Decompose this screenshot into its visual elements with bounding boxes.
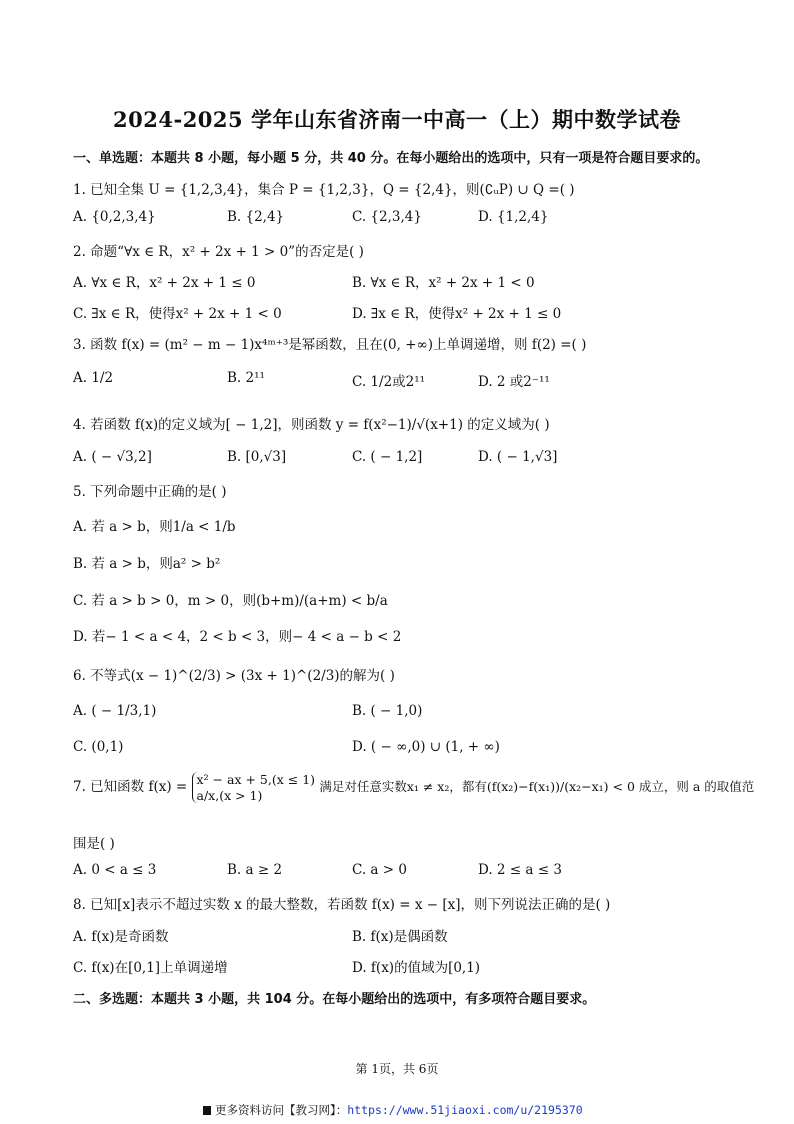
question-7-stem-cont: 围是( ) <box>73 836 115 852</box>
question-6-option-b: B. ( − 1,0) <box>352 703 423 719</box>
question-6-option-d: D. ( − ∞,0) ∪ (1, + ∞) <box>352 739 500 755</box>
question-3-option-b: B. 2¹¹ <box>227 370 265 386</box>
question-2-stem: 2. 命题“∀x ∈ R，x² + 2x + 1 > 0”的否定是( ) <box>73 244 364 260</box>
question-4-stem: 4. 若函数 f(x)的定义域为[ − 1,2]，则函数 y = f(x²−1)/√(x+1) 的定义域为( ) <box>73 417 550 433</box>
question-8-option-c: C. f(x)在[0,1]上单调递增 <box>73 960 228 976</box>
source-banner <box>203 1102 583 1118</box>
flag-icon <box>203 1106 211 1115</box>
question-1-option-c: C. {2,3,4} <box>352 209 422 225</box>
question-5-option-a: A. 若 a > b，则1/a < 1/b <box>73 519 236 535</box>
question-5-stem: 5. 下列命题中正确的是( ) <box>73 484 227 500</box>
question-8-option-a: A. f(x)是奇函数 <box>73 929 169 945</box>
question-6-option-a: A. ( − 1/3,1) <box>73 703 157 719</box>
page-footer: 第 1页，共 6页 <box>355 1062 439 1076</box>
question-8-option-b: B. f(x)是偶函数 <box>352 929 448 945</box>
question-6-stem: 6. 不等式(x − 1)^(2/3) > (3x + 1)^(2/3)的解为( ) <box>73 668 395 684</box>
question-6-option-c: C. (0,1) <box>73 739 124 755</box>
question-7-stem-post: 满足对任意实数x₁ ≠ x₂，都有(f(x₂)−f(x₁))/(x₂−x₁) < 0 成立，则 a 的取值范 <box>319 779 755 795</box>
question-7-option-a: A. 0 < a ≤ 3 <box>73 862 157 878</box>
section-heading-single-choice: 一、单选题：本题共 8 小题，每小题 5 分，共 40 分。在每小题给出的选项中，只有一项是符合题目要求的。 <box>73 151 709 166</box>
banner-link[interactable]: https://www.51jiaoxi.com/u/2195370 <box>347 1103 583 1117</box>
question-1-option-d: D. {1,2,4} <box>478 209 549 225</box>
section-heading-multiple-choice: 二、多选题：本题共 3 小题，共 104 分。在每小题给出的选项中，有多项符合题目要求。 <box>73 992 596 1007</box>
question-4-option-a: A. ( − √3,2] <box>73 449 152 465</box>
question-7-case-1: x² − ax + 5,(x ≤ 1) <box>196 772 316 787</box>
question-3-option-a: A. 1/2 <box>73 370 114 386</box>
question-2-option-b: B. ∀x ∈ R，x² + 2x + 1 < 0 <box>352 275 535 291</box>
question-7-stem-pre: 7. 已知函数 f(x) = <box>73 779 188 796</box>
question-2-option-c: C. ∃x ∈ R，使得x² + 2x + 1 < 0 <box>73 306 282 322</box>
question-7-option-d: D. 2 ≤ a ≤ 3 <box>478 862 562 878</box>
banner-text: 更多资料访问【教习网】： <box>215 1103 348 1117</box>
question-2-option-d: D. ∃x ∈ R，使得x² + 2x + 1 ≤ 0 <box>352 306 562 322</box>
page-title: 2024-2025 学年山东省济南一中高一（上）期中数学试卷 <box>113 107 681 132</box>
question-7-option-b: B. a ≥ 2 <box>227 862 283 878</box>
question-5-option-d: D. 若− 1 < a < 4，2 < b < 3，则− 4 < a − b < 2 <box>73 629 402 645</box>
question-7-case-2: a/x,(x > 1) <box>196 787 263 803</box>
question-3-option-d: D. 2 或2⁻¹¹ <box>478 374 550 390</box>
question-4-option-d: D. ( − 1,√3] <box>478 449 558 465</box>
question-3-option-c: C. 1/2或2¹¹ <box>352 374 426 390</box>
question-3-stem: 3. 函数 f(x) = (m² − m − 1)x⁴ᵐ⁺³是幂函数，且在(0, +∞)上单调递增，则 f(2) =( ) <box>73 337 587 353</box>
question-7-stem <box>73 772 754 803</box>
question-5-option-c: C. 若 a > b > 0，m > 0，则(b+m)/(a+m) < b/a <box>73 593 388 609</box>
question-4-option-b: B. [0,√3] <box>227 449 287 465</box>
question-8-option-d: D. f(x)的值域为[0,1) <box>352 960 481 976</box>
question-8-stem: 8. 已知[x]表示不超过实数 x 的最大整数，若函数 f(x) = x − [x]，则下列说法正确的是( ) <box>73 897 611 913</box>
question-5-option-b: B. 若 a > b，则a² > b² <box>73 556 221 572</box>
question-7-option-c: C. a > 0 <box>352 862 407 878</box>
question-7-piecewise <box>192 772 316 803</box>
question-4-option-c: C. ( − 1,2] <box>352 449 423 465</box>
question-1-option-b: B. {2,4} <box>227 209 285 225</box>
question-2-option-a: A. ∀x ∈ R，x² + 2x + 1 ≤ 0 <box>73 275 256 291</box>
question-1-option-a: A. {0,2,3,4} <box>73 209 156 225</box>
question-1-stem: 1. 已知全集 U = {1,2,3,4}，集合 P = {1,2,3}，Q = {2,4}，则(∁ᵤP) ∪ Q =( ) <box>73 182 575 198</box>
